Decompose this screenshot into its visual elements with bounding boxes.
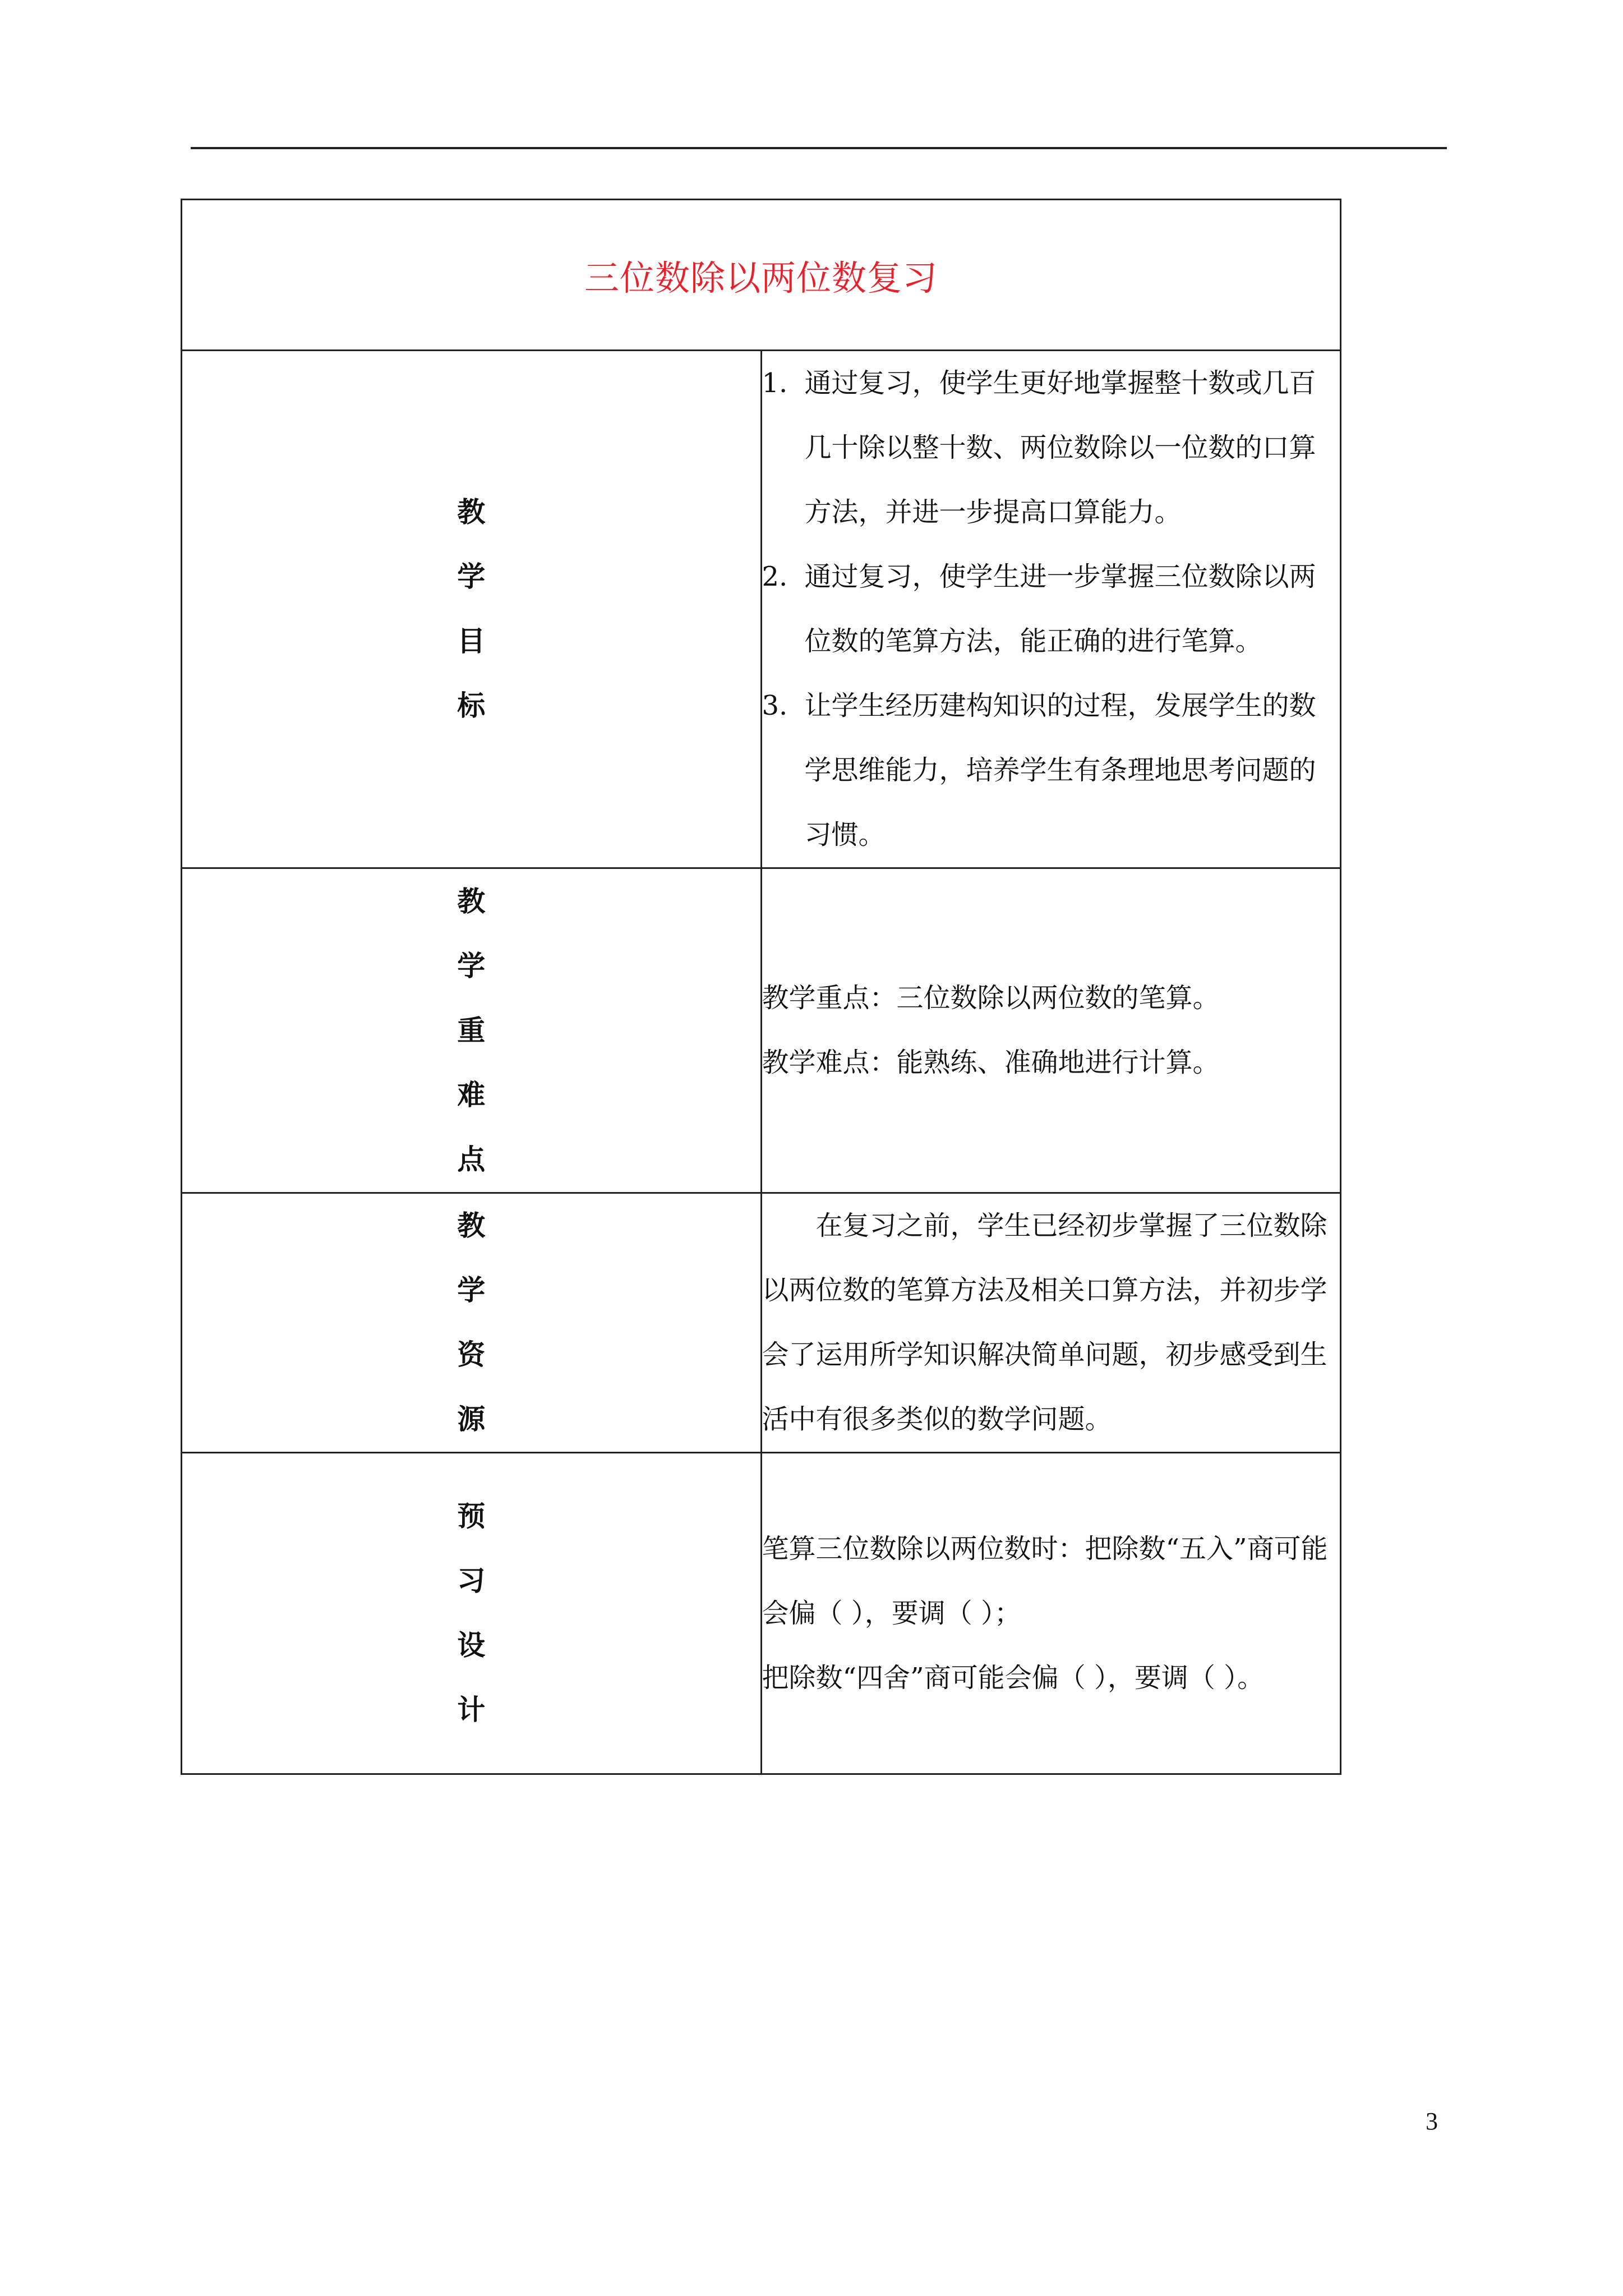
goals-label-cell (182, 351, 762, 868)
preview-line: 把除数“四舍”商可能会偏（ ），要调（ ）。 (762, 1662, 1265, 1694)
goals-content (761, 351, 1341, 868)
preview-label-cell (182, 1453, 762, 1774)
goals-label: 教 学 目 标 (457, 496, 486, 722)
resources-paragraph: 在复习之前，学生已经初步掌握了三位数除以两位数的笔算方法及相关口算方法，并初步学会了运用所学知识解决简单问题，初步感受到生活中有很多类似的数学问题。 (762, 1210, 1327, 1435)
key-points-label: 教 学 重 难 点 (457, 885, 486, 1176)
goal-item: 3. 让学生经历建构知识的过程，发展学生的数学思维能力，培养学生有条理地思考问题的习惯。 (762, 690, 1316, 850)
key-points-content (761, 868, 1341, 1193)
preview-content (761, 1453, 1341, 1774)
page-number: 3 (1426, 2108, 1438, 2135)
lesson-plan-table (181, 199, 1341, 1775)
resources-label: 教 学 资 源 (457, 1209, 486, 1435)
key-point-line: 教学重点：三位数除以两位数的笔算。 (762, 982, 1220, 1014)
resources-label-cell (182, 1193, 762, 1453)
title-cell (182, 200, 1341, 351)
key-points-label-cell (182, 868, 762, 1193)
resources-content (761, 1193, 1341, 1453)
preview-label: 预 习 设 计 (457, 1500, 486, 1726)
preview-line: 笔算三位数除以两位数时：把除数“五入”商可能会偏（ ），要调（ ）； (762, 1533, 1328, 1629)
goal-item: 2. 通过复习，使学生进一步掌握三位数除以两位数的笔算方法，能正确的进行笔算。 (762, 561, 1316, 657)
document-title: 三位数除以两位数复习 (584, 257, 938, 298)
header-rule (191, 147, 1447, 149)
goal-item: 1. 通过复习，使学生更好地掌握整十数或几百几十除以整十数、两位数除以一位数的口算方法，并进一步提高口算能力。 (762, 367, 1316, 528)
difficulty-line: 教学难点：能熟练、准确地进行计算。 (762, 1047, 1220, 1078)
